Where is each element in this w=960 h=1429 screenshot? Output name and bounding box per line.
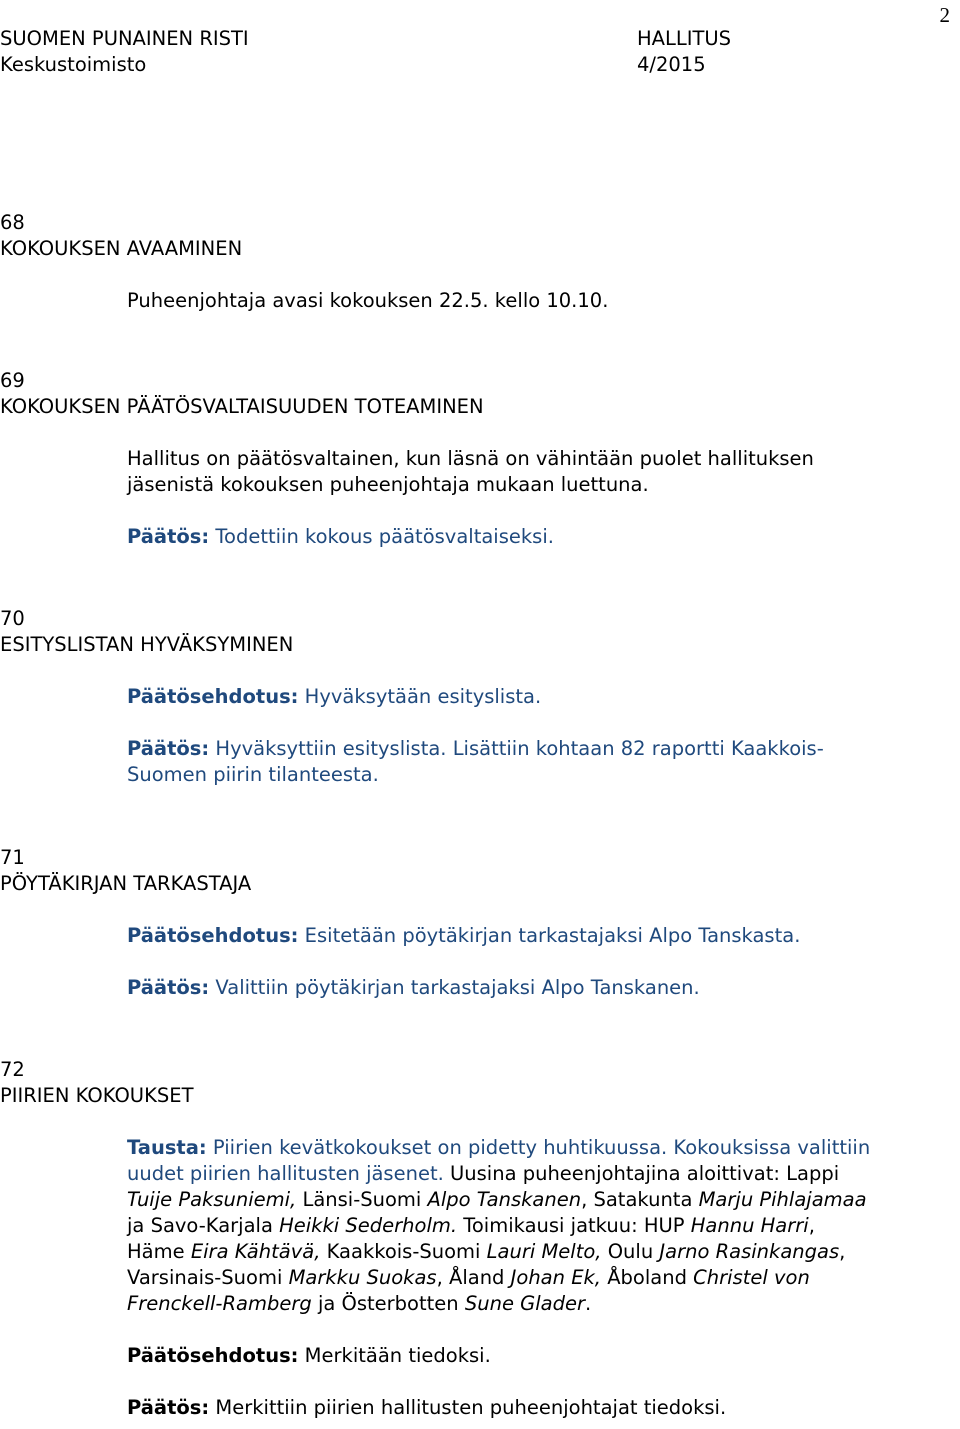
section-70 [0, 606, 960, 788]
document-header [0, 26, 960, 78]
region-text: Häme [127, 1240, 191, 1263]
person-name: Hannu Harri [690, 1214, 809, 1237]
decision-label: Päätös: [127, 737, 210, 760]
region-text: , Satakunta [581, 1188, 699, 1211]
section-title: ESITYSLISTAN HYVÄKSYMINEN [0, 633, 294, 656]
background-text: Piirien kevätkokoukset on pidetty huhtikuussa. Kokouksissa valittiin [206, 1136, 871, 1159]
person-name: Sune Glader [464, 1292, 586, 1315]
region-text: Oulu [601, 1240, 660, 1263]
section-number: 70 [0, 607, 25, 630]
decision-label: Päätös: [127, 1396, 210, 1419]
region-text: ja Savo-Karjala [127, 1214, 280, 1237]
decision-label: Päätös: [127, 976, 210, 999]
punctuation: . [585, 1292, 592, 1315]
proposal-label: Päätösehdotus: [127, 685, 299, 708]
person-name: Lauri Melto, [486, 1240, 602, 1263]
document-title: HALLITUS [637, 27, 732, 50]
organization-name: SUOMEN PUNAINEN RISTI [0, 27, 249, 50]
region-text: , Åland [436, 1266, 511, 1289]
header-line-1 [0, 26, 960, 52]
proposal-text: Merkitään tiedoksi. [298, 1344, 491, 1367]
region-text: Varsinais-Suomi [127, 1266, 289, 1289]
person-name: Alpo Tanskanen [427, 1188, 582, 1211]
decision-text: Merkittiin piirien hallitusten puheenjohtajat tiedoksi. [209, 1396, 727, 1419]
section-title: KOKOUKSEN AVAAMINEN [0, 237, 243, 260]
person-name: Johan Ek, [510, 1266, 601, 1289]
person-name: Frenckell-Ramberg [127, 1292, 312, 1315]
section-68 [0, 210, 960, 314]
region-text: Åboland [601, 1266, 694, 1289]
decision-text: Valittiin pöytäkirjan tarkastajaksi Alpo Tanskanen. [209, 976, 700, 999]
person-name: Markku Suokas [288, 1266, 437, 1289]
section-text [127, 446, 957, 498]
region-text: Länsi-Suomi [296, 1188, 428, 1211]
text-line: jäsenistä kokouksen puheenjohtaja mukaan luettuna. [127, 473, 649, 496]
proposal [127, 1343, 957, 1369]
person-name: Jarno Rasinkangas [659, 1240, 840, 1263]
section-text [127, 288, 957, 314]
header-line-2 [0, 52, 960, 78]
section-number: 68 [0, 211, 25, 234]
region-text: Toimikausi jatkuu: HUP [457, 1214, 691, 1237]
section-number: 71 [0, 846, 25, 869]
section-title: PÖYTÄKIRJAN TARKASTAJA [0, 872, 252, 895]
background-text: uudet piirien hallitusten jäsenet. [127, 1162, 444, 1185]
section-title: PIIRIEN KOKOUKSET [0, 1084, 194, 1107]
person-name: Marju Pihlajamaa [698, 1188, 867, 1211]
proposal-label: Päätösehdotus: [127, 1344, 299, 1367]
text-line: Hallitus on päätösvaltainen, kun läsnä on vähintään puolet hallituksen [127, 447, 814, 470]
decision-label: Päätös: [127, 525, 210, 548]
page-number: 2 [939, 3, 950, 27]
background-label: Tausta: [127, 1136, 207, 1159]
region-text: Kaakkois-Suomi [320, 1240, 487, 1263]
section-69 [0, 368, 960, 550]
region-text: ja Österbotten [311, 1292, 465, 1315]
decision-text: Hyväksyttiin esityslista. Lisättiin kohtaan 82 raportti Kaakkois- [209, 737, 824, 760]
proposal-label: Päätösehdotus: [127, 924, 299, 947]
decision-text-continued: Suomen piirin tilanteesta. [127, 763, 379, 786]
decision-text: Todettiin kokous päätösvaltaiseksi. [209, 525, 554, 548]
proposal-text: Esitetään pöytäkirjan tarkastajaksi Alpo Tanskasta. [298, 924, 801, 947]
proposal [127, 923, 957, 949]
section-72 [0, 1057, 960, 1421]
organization-unit: Keskustoimisto [0, 53, 147, 76]
section-number: 69 [0, 369, 25, 392]
person-name: Heikki Sederholm. [279, 1214, 458, 1237]
section-title: KOKOUKSEN PÄÄTÖSVALTAISUUDEN TOTEAMINEN [0, 395, 484, 418]
decision [127, 1395, 957, 1421]
decision [127, 524, 957, 550]
punctuation: , [839, 1240, 846, 1263]
background-text: Uusina puheenjohtajina aloittivat: Lappi [443, 1162, 840, 1185]
person-name: Tuije Paksuniemi, [127, 1188, 297, 1211]
section-number: 72 [0, 1058, 25, 1081]
decision [127, 975, 957, 1001]
proposal [127, 684, 957, 710]
section-71 [0, 845, 960, 1001]
text-line: Puheenjohtaja avasi kokouksen 22.5. kello 10.10. [127, 289, 609, 312]
decision [127, 736, 957, 788]
punctuation: , [808, 1214, 815, 1237]
document-number: 4/2015 [637, 53, 706, 76]
background [127, 1135, 957, 1317]
person-name: Eira Kähtävä, [190, 1240, 321, 1263]
proposal-text: Hyväksytään esityslista. [298, 685, 542, 708]
person-name: Christel von [693, 1266, 810, 1289]
